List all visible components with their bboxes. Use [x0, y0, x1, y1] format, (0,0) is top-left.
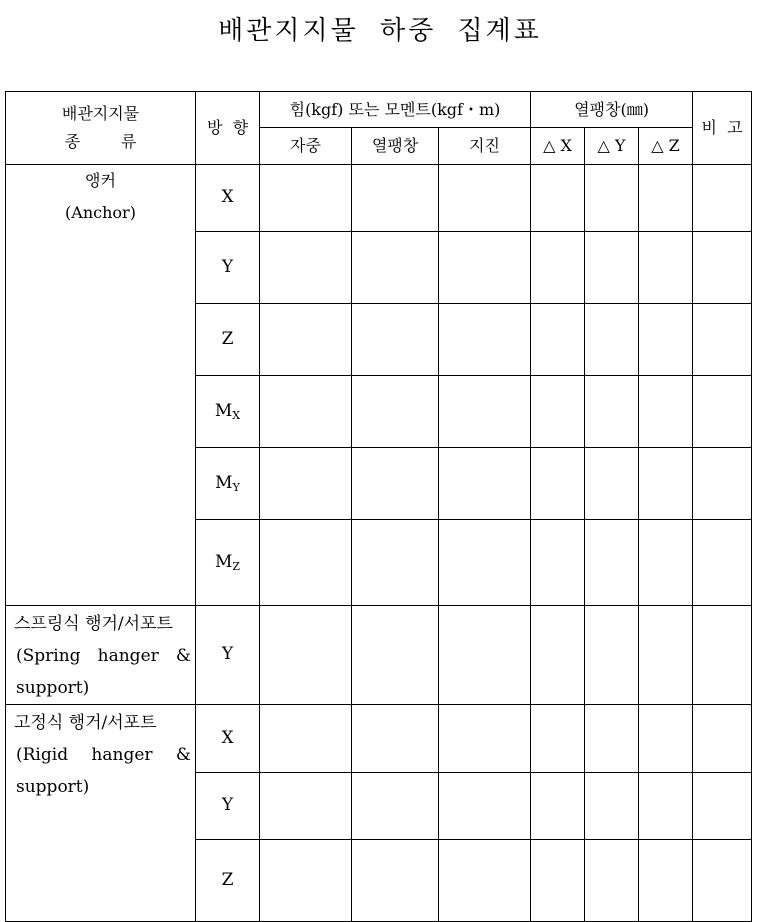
value-cell	[439, 448, 531, 520]
header-support-type-line2: 종 류	[64, 132, 137, 151]
spring-hanger-name-en: (Spring hanger & support)	[16, 646, 191, 698]
remarks-cell	[693, 840, 752, 922]
value-cell	[585, 376, 639, 448]
header-delta-y: △ Y	[585, 128, 639, 165]
header-thermal: 열팽창	[352, 128, 439, 165]
header-delta-x: △ X	[531, 128, 585, 165]
value-cell	[439, 232, 531, 304]
value-cell	[352, 304, 439, 376]
value-cell	[585, 448, 639, 520]
remarks-cell	[693, 448, 752, 520]
value-cell	[260, 232, 352, 304]
value-cell	[531, 840, 585, 922]
direction-cell: Z	[196, 304, 260, 376]
value-cell	[585, 520, 639, 606]
direction-subscript: Y	[232, 480, 240, 494]
header-dead-weight: 자중	[260, 128, 352, 165]
anchor-name-ko: 앵커	[85, 171, 116, 190]
value-cell	[439, 705, 531, 773]
spring-hanger-name-ko: 스프링식 행거/서포트	[14, 614, 173, 634]
value-cell	[639, 773, 693, 840]
value-cell	[352, 376, 439, 448]
remarks-cell	[693, 773, 752, 840]
direction-cell: Y	[196, 606, 260, 705]
anchor-name-en: (Anchor)	[65, 203, 136, 222]
value-cell	[585, 304, 639, 376]
document-title: 배관지지물 하중 집계표	[218, 16, 542, 46]
value-cell	[531, 705, 585, 773]
direction-cell: $M_X$	[196, 376, 260, 448]
value-cell	[352, 773, 439, 840]
value-cell	[585, 606, 639, 705]
header-direction: 방 향	[196, 92, 260, 165]
value-cell	[439, 165, 531, 232]
value-cell	[585, 773, 639, 840]
direction-subscript: Z	[232, 559, 241, 573]
remarks-cell	[693, 705, 752, 773]
remarks-cell	[693, 606, 752, 705]
value-cell	[352, 840, 439, 922]
support-type-spring-hanger	[6, 606, 196, 705]
value-cell	[639, 232, 693, 304]
value-cell	[639, 606, 693, 705]
value-cell	[352, 520, 439, 606]
value-cell	[352, 606, 439, 705]
value-cell	[439, 520, 531, 606]
header-support-type	[6, 92, 196, 165]
value-cell	[531, 520, 585, 606]
value-cell	[352, 705, 439, 773]
direction-cell: X	[196, 705, 260, 773]
value-cell	[531, 232, 585, 304]
remarks-cell	[693, 520, 752, 606]
direction-cell: Y	[196, 773, 260, 840]
value-cell	[439, 376, 531, 448]
value-cell	[531, 165, 585, 232]
value-cell	[585, 705, 639, 773]
header-expansion-group: 열팽창(㎜)	[531, 92, 693, 128]
direction-cell: $M_Y$	[196, 448, 260, 520]
value-cell	[639, 840, 693, 922]
value-cell	[260, 705, 352, 773]
value-cell	[531, 304, 585, 376]
remarks-cell	[693, 232, 752, 304]
value-cell	[260, 448, 352, 520]
value-cell	[585, 165, 639, 232]
value-cell	[531, 376, 585, 448]
value-cell	[531, 606, 585, 705]
value-cell	[260, 165, 352, 232]
value-cell	[585, 232, 639, 304]
value-cell	[531, 448, 585, 520]
value-cell	[439, 773, 531, 840]
value-cell	[260, 520, 352, 606]
value-cell	[260, 376, 352, 448]
header-delta-z: △ Z	[639, 128, 693, 165]
direction-cell: Z	[196, 840, 260, 922]
value-cell	[639, 705, 693, 773]
direction-cell: X	[196, 165, 260, 232]
value-cell	[639, 376, 693, 448]
header-remarks: 비 고	[693, 92, 752, 165]
value-cell	[585, 840, 639, 922]
value-cell	[639, 520, 693, 606]
rigid-hanger-name-ko: 고정식 행거/서포트	[14, 713, 157, 733]
direction-subscript: X	[232, 408, 241, 422]
value-cell	[260, 606, 352, 705]
header-support-type-line1: 배관지지물	[61, 104, 140, 123]
value-cell	[531, 773, 585, 840]
value-cell	[639, 448, 693, 520]
value-cell	[639, 165, 693, 232]
value-cell	[439, 606, 531, 705]
value-cell	[352, 165, 439, 232]
value-cell	[439, 304, 531, 376]
header-force-group: 힘(kgf) 또는 모멘트(kgf・m)	[260, 92, 531, 128]
value-cell	[352, 448, 439, 520]
support-type-anchor	[6, 165, 196, 606]
load-summary-table	[5, 91, 752, 922]
header-seismic: 지진	[439, 128, 531, 165]
value-cell	[352, 232, 439, 304]
value-cell	[260, 304, 352, 376]
value-cell	[260, 773, 352, 840]
direction-cell: Y	[196, 232, 260, 304]
remarks-cell	[693, 165, 752, 232]
value-cell	[439, 840, 531, 922]
remarks-cell	[693, 304, 752, 376]
support-type-rigid-hanger	[6, 705, 196, 922]
direction-cell: $M_Z$	[196, 520, 260, 606]
rigid-hanger-name-en: (Rigid hanger & support)	[16, 745, 191, 797]
value-cell	[260, 840, 352, 922]
value-cell	[639, 304, 693, 376]
remarks-cell	[693, 376, 752, 448]
